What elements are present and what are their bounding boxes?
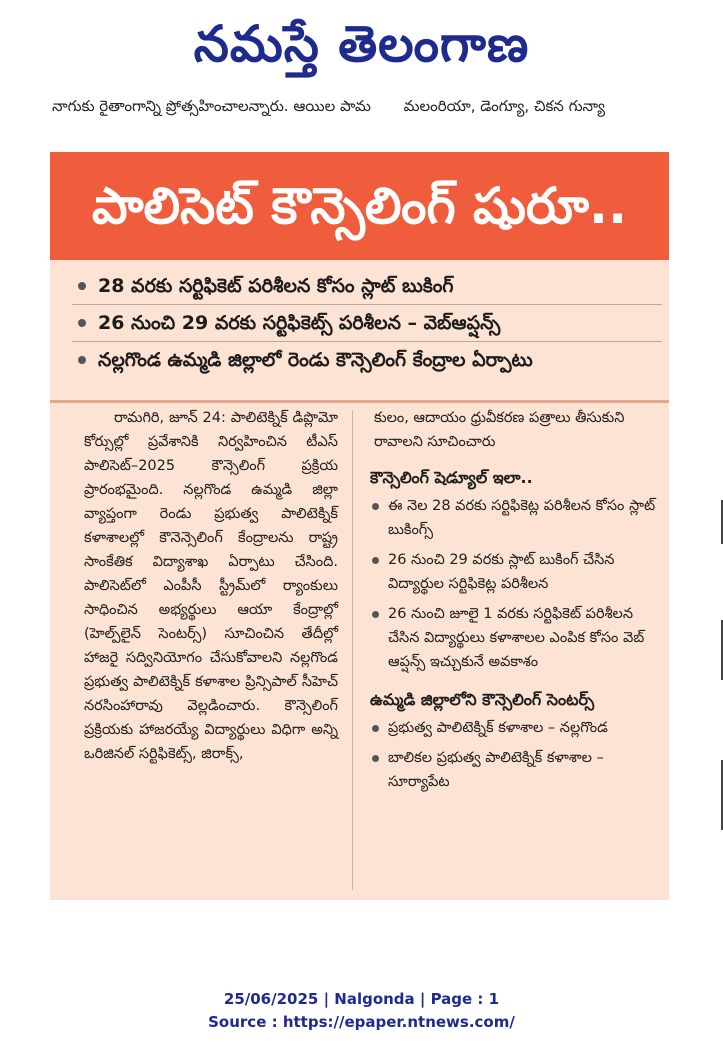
article-body-text: రామగిరి, జూన్ 24: పాలిటెక్నిక్ డిప్లొమో కోర్సుల్లో ప్రవేశానికి నిర్వహించిన టీఎస్ పాలిసెట్–2025 కౌన్సెలింగ్ ప్రక్రియ ప్రారంభమైంది. నల్లగొండ ఉమ్మడి జిల్లా వ్యాప్తంగా రెండు ప్రభుత్వ పాలిటెక్నిక్ కళాశాలల్లో కౌనెన్సెలింగ్ కేంద్రాలను రాష్ట్ర సాంకేతిక విద్యాశాఖ ఏర్పాటు చేసింది. పాలిసెట్‌లో ఎంపీసీ స్ట్రీమ్‌లో ర్యాంకులు సాధించిన అభ్యర్థులు ఆయా కేంద్రాల్లో (హెల్ప్‌లైన్ సెంటర్స్) సూచించిన తేదీల్లో హాజరై సద్వినియోగం చేసుకోవాలని నల్లగొండ ప్రభుత్వ పాలిటెక్నిక్ కళాశాల ప్రిన్సిపాల్ సీహెచ్ నరసింహారావు వెల్లడించారు. కౌన్సెలింగ్ ప్రక్రియకు హాజరయ్యే విద్యార్థులు విధిగా అన్ని ఒరిజినల్ సర్టిఫికెట్స్, జిరాక్స్, [84,410,338,762]
bullet-icon [78,319,86,327]
footer-date-line: 25/06/2025 | Nalgonda | Page : 1 [223,990,500,1008]
schedule-item-text: 26 నుంచి 29 వరకు స్లాట్ బుకింగ్ చేసిన విద్యార్థుల సర్టిఫికెట్ల పరిశీలన [388,552,615,592]
centers-title: ఉమ్మడి జిల్లాలోని కౌన్సెలింగ్ సెంటర్స్ [370,690,595,709]
bullet-icon [372,725,379,732]
subhead-text: 28 వరకు సర్టిఫికెట్ పరిశీలన కోసం స్లాట్ బుకింగ్ [98,275,454,297]
bullet-icon [372,611,379,618]
ticker-item: నాగుకు రైతాంగాన్ని ప్రోత్సహించాలన్నారు. ఆయిల పామ [52,97,371,115]
subhead-item [72,342,662,378]
ticker-strip [52,93,723,119]
schedule-item [366,548,656,596]
schedule-title: కౌన్సెలింగ్ షెడ్యూల్ ఇలా.. [370,468,533,487]
article-side-column [366,406,656,800]
page-footer [0,988,723,1034]
schedule-item [366,494,656,542]
subhead-text: 26 నుంచి 29 వరకు సర్టిఫికెట్స్ పరిశీలన – వెబ్‌ఆప్షన్స్ [98,312,501,334]
schedule-item [366,602,656,674]
column-divider [352,410,353,890]
article-body-column [84,406,338,766]
center-item [366,716,656,740]
center-item-text: ప్రభుత్వ పాలిటెక్నిక్ కళాశాల – నల్లగొండ [388,720,608,736]
subhead-item [72,305,662,342]
bullet-icon [372,503,379,510]
bullet-icon [372,557,379,564]
masthead-logo: నమస్తే తెలంగాణ [193,15,530,73]
footer-source-line: Source : https://epaper.ntnews.com/ [208,1013,515,1031]
schedule-item-text: 26 నుంచి జూలై 1 వరకు సర్టిఫికెట్ పరిశీలన చేసిన విద్యార్థులు కళాశాలల ఎంపిక కోసం వెబ్ ఆప్షన్స్ ఇచ్చుకునే అవకాశం [388,606,645,670]
article-headline: పాలిసెట్ కౌన్సెలింగ్ షురూ.. [50,152,669,260]
center-item-text: బాలికల ప్రభుత్వ పాలిటెక్నిక్ కళాశాల – సూర్యాపేట [388,750,604,790]
bullet-icon [372,755,379,762]
ticker-item: మలంరియా, డెంగ్యూ, చికన గున్యా [403,97,605,115]
schedule-item-text: ఈ నెల 28 వరకు సర్టిఫికెట్ల పరిశీలన కోసం స్లాట్ బుకింగ్స్ [388,498,656,538]
center-item [366,746,656,794]
subhead-text: నల్లగొండ ఉమ్మడి జిల్లాలో రెండు కౌన్సెలింగ్ కేంద్రాల ఏర్పాటు [98,349,533,371]
bullet-icon [78,356,86,364]
section-divider [50,400,669,403]
bullet-icon [78,282,86,290]
subhead-list [72,268,662,378]
article-continuation-text: కులం, ఆదాయం ధ్రువీకరణ పత్రాలు తీసుకుని రావాలని సూచించారు [374,410,625,450]
article-clipping [50,152,669,900]
subhead-item [72,268,662,305]
